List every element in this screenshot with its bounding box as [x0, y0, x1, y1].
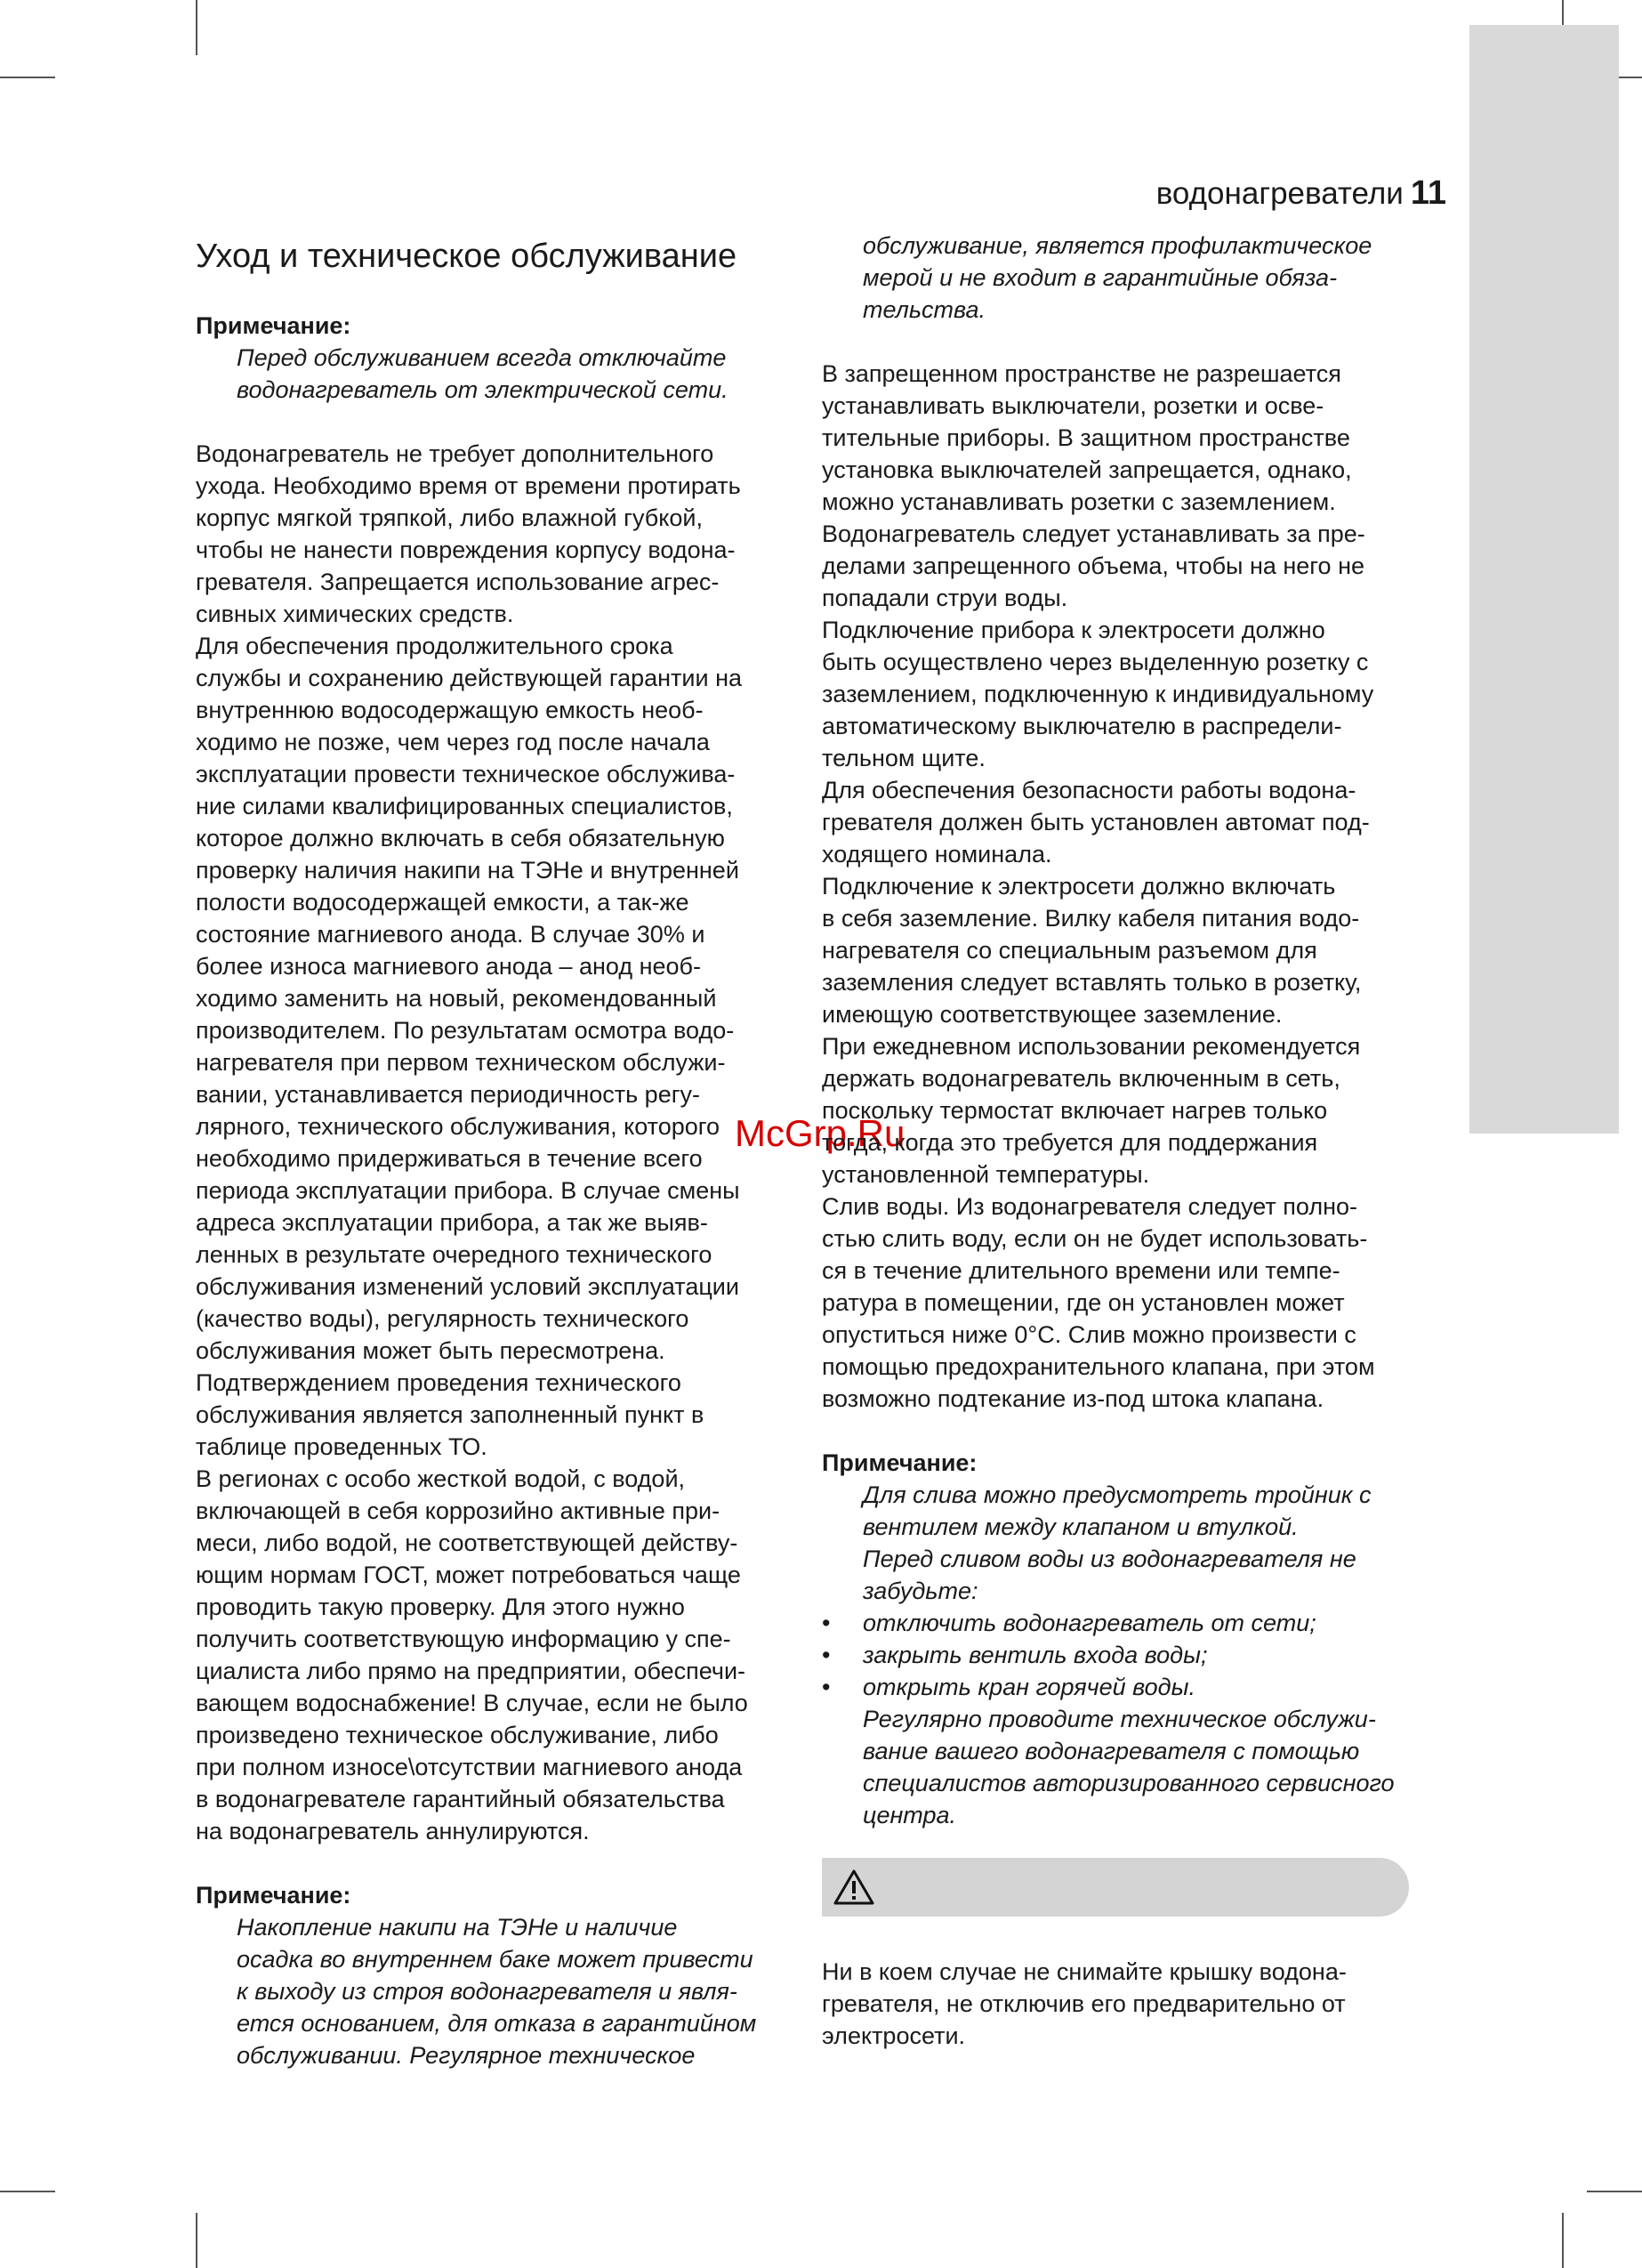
body-line: устанавливать выключатели, розетки и осве-	[822, 392, 1324, 419]
warning-text	[822, 1956, 1409, 2052]
crop-mark	[196, 2213, 197, 2268]
note-label: Примечание:	[822, 1449, 978, 1476]
crop-mark	[0, 2191, 55, 2192]
note-line: водонагреватель от электрической сети.	[237, 375, 728, 403]
body-line: Подключение к электросети должно включать	[822, 873, 1336, 900]
body-line: производителем. По результатам осмотра водо-	[196, 1016, 735, 1044]
crop-mark	[0, 77, 55, 78]
note-line: осадка во внутреннем баке может привести	[237, 1945, 753, 1973]
body-line: вающем водоснабжение! В случае, если не было	[196, 1689, 748, 1716]
body-line: которое должно включать в себя обязательную	[196, 824, 725, 852]
body-line: Подтверждением проведения технического	[196, 1368, 681, 1396]
body-line: Для обеспечения безопасности работы водона-	[822, 777, 1356, 803]
watermark-text: McGrp.Ru	[735, 1112, 906, 1154]
body-line: нагревателя со специальным разъемом для	[822, 937, 1317, 964]
body-line: установленной температуры.	[822, 1161, 1150, 1188]
note-text	[237, 1911, 778, 2071]
body-line: произведено техническое обслуживание, либо	[196, 1721, 719, 1748]
warning-line: Ни в коем случае не снимайте крышку водона-	[822, 1958, 1347, 1985]
body-line: тогда, когда это требуется для поддержания	[822, 1129, 1318, 1156]
body-line: Водонагреватель не требует дополнительного	[196, 440, 714, 467]
body-line: (качество воды), регулярность технического	[196, 1304, 689, 1332]
body-line: заземлением, подключенную к индивидуальному	[822, 681, 1374, 707]
note-line: ется основанием, для отказа в гарантийном	[237, 2009, 757, 2037]
note-line: вание вашего водонагревателя с помощью	[863, 1738, 1360, 1764]
body-line: Слив воды. Из водонагревателя следует полно-	[822, 1193, 1357, 1220]
body-line: имеющую соответствующее заземление.	[822, 1001, 1283, 1028]
body-line: полости водосодержащей емкости, а так-же	[196, 888, 689, 916]
note-label: Примечание:	[196, 311, 351, 339]
body-line: ходимо не позже, чем через год после начала	[196, 728, 710, 755]
note-line: Перед сливом воды из водонагревателя не	[863, 1546, 1356, 1572]
body-line: ленных в результате очередного технического	[196, 1240, 712, 1268]
body-line: ходимо заменить на новый, рекомендованный	[196, 984, 717, 1012]
note-line: специалистов авторизированного сервисного	[863, 1770, 1395, 1796]
left-column	[196, 231, 778, 2071]
body-line: ходящего номинала.	[822, 841, 1052, 868]
warning-banner	[822, 1858, 1409, 1917]
body-line: обслуживания может быть пересмотрена.	[196, 1336, 665, 1364]
body-text	[196, 438, 778, 1847]
body-line: в водонагревателе гарантийный обязательства	[196, 1785, 725, 1812]
body-line: чтобы не нанести повреждения корпусу водона-	[196, 536, 736, 563]
body-line: при полном износе\отсутствии магниевого анода	[196, 1753, 743, 1780]
body-line: обслуживания изменений условий эксплуатации	[196, 1272, 739, 1300]
body-line: попадали струи воды.	[822, 585, 1068, 611]
body-line: помощью предохранительного клапана, при этом	[822, 1353, 1375, 1380]
body-line: состояние магниевого анода. В случае 30% и	[196, 920, 705, 948]
body-line: адреса эксплуатации прибора, а так же выяв-	[196, 1208, 708, 1236]
page-number: 11	[1410, 174, 1446, 212]
body-line: быть осуществлено через выделенную розетку с	[822, 649, 1369, 675]
note-line: Накопление накипи на ТЭНе и наличие	[237, 1913, 678, 1941]
bullet-item: • закрыть вентиль входа воды;	[822, 1639, 1409, 1671]
body-line: внутреннюю водосодержащую емкость необ-	[196, 696, 704, 723]
body-line: ся в течение длительного времени или темпе-	[822, 1257, 1340, 1284]
body-line: эксплуатации провести техническое обслужива-	[196, 760, 736, 787]
body-line: заземления следует вставлять только в розетку,	[822, 969, 1362, 996]
bullet-item: • открыть кран горячей воды.	[822, 1671, 1409, 1703]
note-text	[863, 1479, 1409, 1607]
note-text	[863, 1703, 1409, 1831]
body-line: на водонагреватель аннулируются.	[196, 1817, 590, 1844]
note-line: Перед обслуживанием всегда отключайте	[237, 343, 727, 371]
body-line: более износа магниевого анода – анод необ-	[196, 952, 701, 980]
body-line: держать водонагреватель включенным в сеть,	[822, 1065, 1340, 1092]
body-line: ющим нормам ГОСТ, может потребоваться чаще	[196, 1561, 741, 1588]
body-line: лярного, технического обслуживания, которого	[196, 1112, 720, 1140]
body-line: периода эксплуатации прибора. В случае смены	[196, 1176, 740, 1204]
note-line: Для слива можно предусмотреть тройник с	[863, 1481, 1372, 1508]
body-line: поскольку термостат включает нагрев только	[822, 1097, 1328, 1124]
body-line: При ежедневном использовании рекомендуется	[822, 1033, 1361, 1060]
chapter-side-tab	[1469, 25, 1619, 1134]
body-line: вании, устанавливается периодичность регу-	[196, 1080, 701, 1108]
warning-line: гревателя, не отключив его предварительно от	[822, 1990, 1346, 2017]
note-line: мерой и не входит в гарантийные обяза-	[863, 264, 1338, 291]
body-line: сивных химических средств.	[196, 600, 514, 627]
body-line: гревателя. Запрещается использование агрес-	[196, 568, 720, 595]
note-line: к выходу из строя водонагревателя и явля-	[237, 1977, 737, 2005]
body-line: необходимо придерживаться в течение всего	[196, 1144, 703, 1172]
body-line: проверку наличия накипи на ТЭНе и внутренней	[196, 856, 739, 884]
note-line: вентилем между клапаном и втулкой.	[863, 1513, 1299, 1540]
warning-line: электросети.	[822, 2022, 966, 2049]
body-line: циалиста либо прямо на предприятии, обеспечи-	[196, 1657, 746, 1684]
body-line: ратура в помещении, где он установлен может	[822, 1289, 1345, 1316]
crop-mark	[1587, 2191, 1642, 2192]
body-line: тельном щите.	[822, 745, 986, 771]
note-continuation	[863, 230, 1409, 326]
body-line: можно устанавливать розетки с заземлением.	[822, 488, 1336, 515]
body-line: установка выключателей запрещается, однако,	[822, 456, 1352, 483]
note-line: обслуживание, является профилактическое	[863, 232, 1372, 259]
right-column	[822, 230, 1409, 2052]
body-line: Подключение прибора к электросети должно	[822, 617, 1325, 643]
body-line: В запрещенном пространстве не разрешается	[822, 360, 1341, 387]
body-line: В регионах с особо жесткой водой, с водой,	[196, 1465, 686, 1492]
body-line: автоматическому выключателю в распредели-	[822, 713, 1342, 739]
body-line: нагревателя при первом техническом обслужи-	[196, 1048, 726, 1076]
body-line: возможно подтекание из-под штока клапана.	[822, 1385, 1324, 1412]
section-title: водонагреватели	[1155, 176, 1404, 211]
body-line: тительные приборы. В защитном пространстве	[822, 424, 1350, 451]
body-line: включающей в себя коррозийно активные при-	[196, 1497, 720, 1524]
body-line: службы и сохранению действующей гарантии на	[196, 664, 742, 691]
body-line: опуститься ниже 0°С. Слив можно произвести с	[822, 1321, 1356, 1348]
body-line: таблице проведенных ТО.	[196, 1433, 487, 1460]
body-line: гревателя должен быть установлен автомат под-	[822, 809, 1370, 835]
note-label: Примечание:	[196, 1881, 351, 1909]
body-line: Водонагреватель следует устанавливать за пре-	[822, 521, 1365, 547]
note-line: Регулярно проводите техническое обслужи-	[863, 1706, 1376, 1732]
body-line: проводить такую проверку. Для этого нужно	[196, 1593, 685, 1620]
bullet-list	[822, 1607, 1409, 1703]
crop-mark	[1562, 2213, 1564, 2268]
body-line: в себя заземление. Вилку кабеля питания водо-	[822, 905, 1360, 932]
body-line: обслуживания является заполненный пункт в	[196, 1400, 704, 1428]
body-line: получить соответствующую информацию у спе-	[196, 1625, 731, 1652]
body-text	[822, 358, 1409, 1415]
note-line: тельства.	[863, 296, 986, 323]
body-line: делами запрещенного объема, чтобы на него не	[822, 553, 1365, 579]
body-line: корпус мягкой тряпкой, либо влажной губкой,	[196, 504, 703, 531]
warning-triangle-icon	[833, 1868, 875, 1906]
section-heading: Уход и техническое обслуживание	[196, 238, 737, 275]
note-line: центра.	[863, 1802, 957, 1828]
note-text	[237, 342, 778, 406]
note-line: забудьте:	[863, 1578, 978, 1604]
body-line: ухода. Необходимо время от времени протирать	[196, 472, 741, 499]
body-line: стью слить воду, если он не будет использовать-	[822, 1225, 1368, 1252]
body-line: ние силами квалифицированных специалистов,	[196, 792, 733, 819]
body-line: Для обеспечения продолжительного срока	[196, 632, 673, 659]
note-line: обслуживании. Регулярное техническое	[237, 2041, 696, 2069]
bullet-item: • отключить водонагреватель от сети;	[822, 1607, 1409, 1639]
body-line: меси, либо водой, не соответствующей действу-	[196, 1529, 738, 1556]
crop-mark	[196, 0, 197, 55]
page-header	[1156, 174, 1446, 213]
